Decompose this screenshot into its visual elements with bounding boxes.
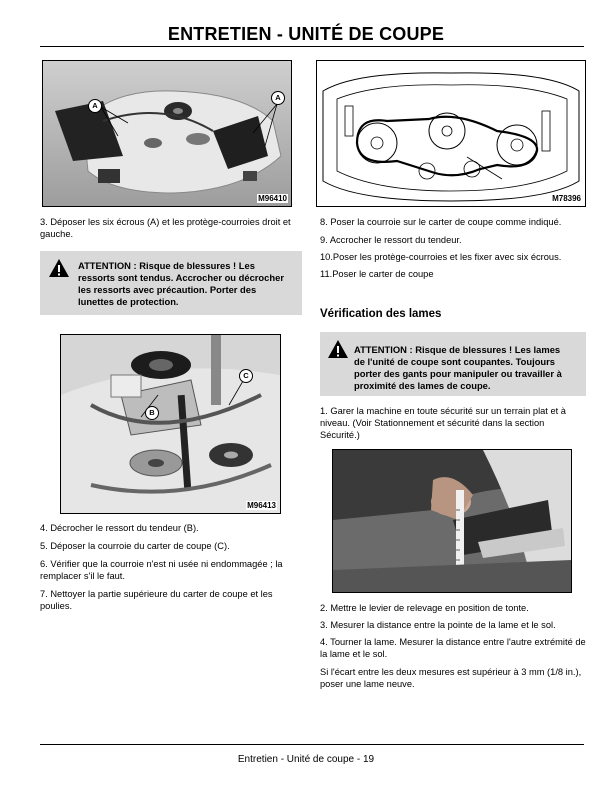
page-title: ENTRETIEN - UNITÉ DE COUPE	[167, 24, 445, 44]
figure-code: M96410	[258, 194, 287, 203]
section-title: Vérification des lames	[320, 308, 442, 320]
photo-deck-guards	[42, 60, 292, 207]
check-step-4: 4. Tourner la lame. Mesurer la distance entre l'autre extrémité de la lame et le sol.	[320, 637, 586, 660]
step-9: 9. Accrocher le ressort du tendeur.	[320, 235, 462, 245]
warning-icon	[48, 258, 70, 278]
check-step-1: 1. Garer la machine en toute sécurité sur un terrain plat et à niveau. (Voir Stationnement et sécurité dans la section Sécurité.)	[320, 406, 566, 441]
step-6: 6. Vérifier que la courroie n'est ni usée ni endommagée ; la remplacer s'il le faut.	[40, 559, 283, 582]
step-4: 4. Décrocher le ressort du tendeur (B).	[40, 523, 199, 533]
warning-line: ressorts sont tendus. Accrocher ou décrocher	[78, 272, 284, 283]
step-8: 8. Poser la courroie sur le carter de coupe comme indiqué.	[320, 217, 562, 227]
warning-line: de l'unité de coupe sont coupantes. Toujours	[354, 356, 556, 367]
warning-icon	[327, 339, 349, 359]
warning-line: proximité des lames de coupe.	[354, 380, 491, 391]
header-rule	[40, 46, 584, 47]
warning-springs	[40, 251, 302, 315]
footer-text: Entretien - Unité de coupe - 19	[237, 754, 375, 765]
figure-code: M96413	[247, 501, 276, 510]
step-10: 10.Poser les protège-courroies et les fixer avec six écrous.	[320, 252, 562, 262]
footer-rule	[40, 744, 584, 745]
callout-c: C	[239, 369, 253, 383]
step-3: 3. Déposer les six écrous (A) et les protège-courroies droit et gauche.	[40, 217, 291, 240]
step-11: 11.Poser le carter de coupe	[320, 269, 434, 279]
warning-line: ATTENTION : Risque de blessures ! Les lames	[354, 344, 561, 355]
photo-tensioner	[60, 334, 281, 514]
warning-line: ATTENTION : Risque de blessures ! Les	[78, 260, 255, 271]
figure-code: M78396	[552, 194, 581, 203]
warning-line: les ressorts avec précaution. Porter des	[78, 284, 257, 295]
check-note: Si l'écart entre les deux mesures est supérieur à 3 mm (1/8 in.), poser une lame neuve.	[320, 667, 582, 690]
step-7: 7. Nettoyer la partie supérieure du carter de coupe et les poulies.	[40, 589, 273, 612]
warning-line: porter des gants pour manipuler ou travailler à	[354, 368, 562, 379]
callout-b: B	[145, 406, 159, 420]
warning-line: lunettes de protection.	[78, 296, 179, 307]
check-step-3: 3. Mesurer la distance entre la pointe de la lame et le sol.	[320, 620, 556, 630]
warning-blades	[320, 332, 586, 396]
callout-a-right: A	[271, 91, 285, 105]
step-5: 5. Déposer la courroie du carter de coupe (C).	[40, 541, 230, 551]
photo-blade-measure	[332, 449, 572, 593]
check-step-2: 2. Mettre le levier de relevage en position de tonte.	[320, 603, 529, 613]
diagram-belt-routing	[316, 60, 586, 207]
callout-a-left: A	[88, 99, 102, 113]
